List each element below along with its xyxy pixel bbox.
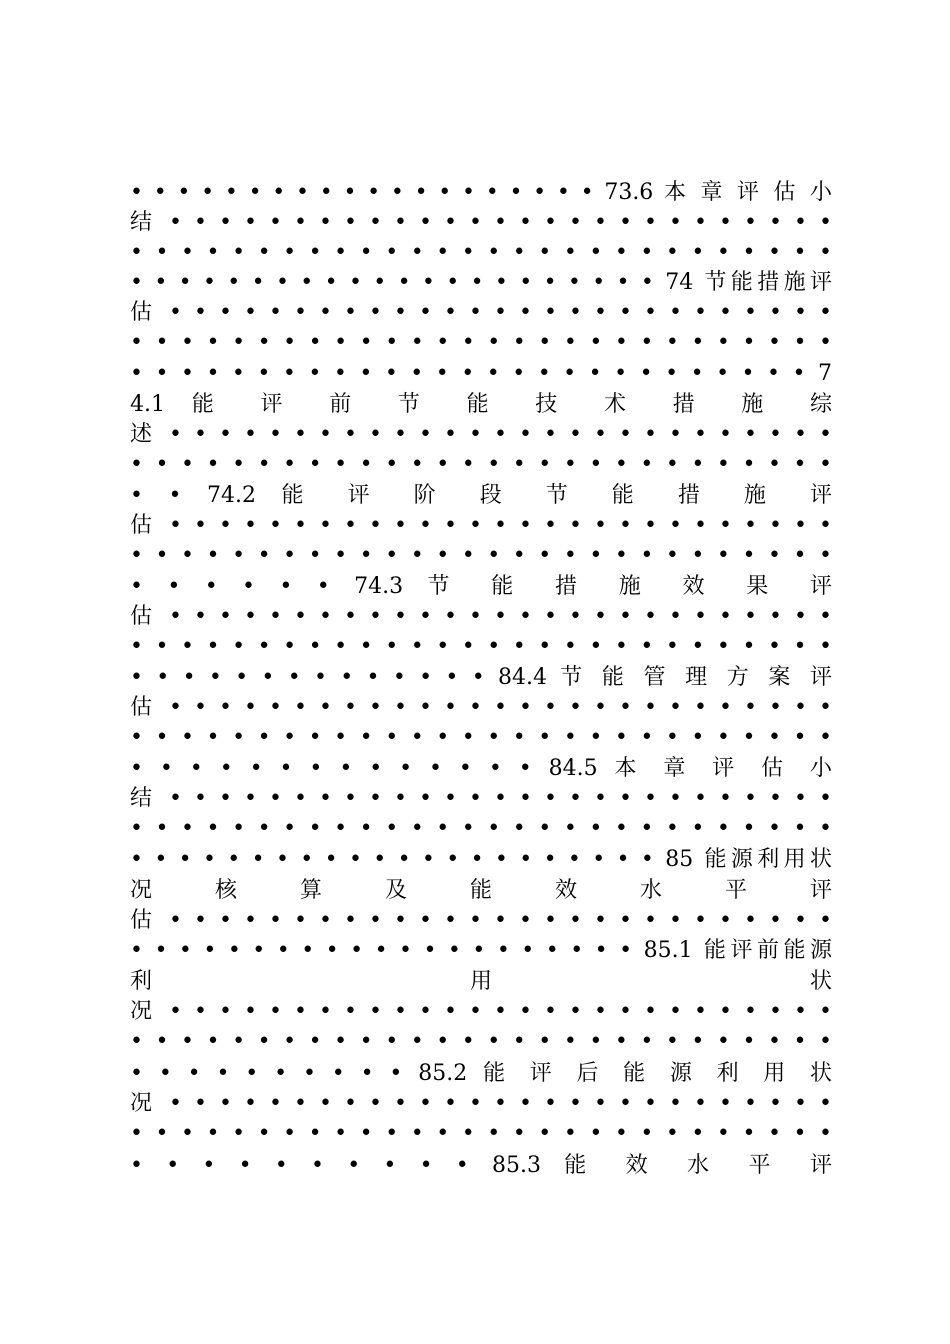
- toc-line: 结 • • • • • • • • • • • • • • • • • • • • • • • • • • •: [130, 786, 832, 811]
- toc-line: • • • • • • • • • • • • • • • • • • • • • 85.1 能评前能源: [130, 938, 832, 963]
- toc-dot-leader: • • • • • • • • • • • • • • • • • • • • • • • • • • • •: [130, 1121, 832, 1146]
- toc-line: • • • • • • • • • • 85.3 能 效 水 平 评: [130, 1153, 832, 1178]
- toc-dot-leader: • • • • • • • • • • • • • • • • • • • • • • • • • • • •: [130, 816, 832, 841]
- toc-line: 估 • • • • • • • • • • • • • • • • • • • • • • • • • • •: [130, 695, 832, 720]
- toc-line: • • • • • • • • • • • • • • • • • • • • • • • • • • • 7: [130, 361, 832, 386]
- toc-line: • • • • • • • • • • • • • • • • • • • • • • 74 节能措施评: [130, 270, 832, 295]
- toc-line: 估 • • • • • • • • • • • • • • • • • • • • • • • • • • •: [130, 908, 832, 933]
- toc-line: • • • • • • • • • • • • • • • • • • • • • • 85 能源利用状: [130, 847, 832, 872]
- toc-line: 况 • • • • • • • • • • • • • • • • • • • • • • • • • • •: [130, 999, 832, 1024]
- toc-line: 结 • • • • • • • • • • • • • • • • • • • • • • • • • • •: [130, 210, 832, 235]
- toc-line: 估 • • • • • • • • • • • • • • • • • • • • • • • • • • •: [130, 604, 832, 629]
- toc-line: • • • • • • • • • • • • • • • • • • • • 73.6 本 章 评 估 小: [130, 180, 832, 205]
- toc-dot-leader: • • • • • • • • • • • • • • • • • • • • • • • • • • • •: [130, 543, 832, 568]
- toc-dot-leader: • • • • • • • • • • • • • • • • • • • • • • • • • • • •: [130, 240, 832, 265]
- toc-dot-leader: • • • • • • • • • • • • • • • • • • • • • • • • • • • •: [130, 330, 832, 355]
- toc-dot-leader: • • • • • • • • • • • • • • • • • • • • • • • • • • • •: [130, 1029, 832, 1054]
- toc-dot-leader: • • • • • • • • • • • • • • • • • • • • • • • • • • • •: [130, 725, 832, 750]
- toc-line: 4.1 能 评 前 节 能 技 术 措 施 综: [130, 392, 832, 417]
- toc-line: • • • • • • • • • • • • • • 84.4 节 能 管 理 方 案 评: [130, 665, 832, 690]
- toc-line: 况 核 算 及 能 效 水 平 评: [130, 878, 832, 903]
- toc-line: • • 74.2 能 评 阶 段 节 能 措 施 评: [130, 483, 832, 508]
- toc-line: 估 • • • • • • • • • • • • • • • • • • • • • • • • • • •: [130, 513, 832, 538]
- toc-line: 估 • • • • • • • • • • • • • • • • • • • • • • • • • • •: [130, 300, 832, 325]
- toc-line: • • • • • • • • • • • • • • 84.5 本 章 评 估 小: [130, 756, 832, 781]
- toc-dot-leader: • • • • • • • • • • • • • • • • • • • • • • • • • • • •: [130, 452, 832, 477]
- toc-line: 利 用 状: [130, 969, 832, 994]
- toc-line: 述 • • • • • • • • • • • • • • • • • • • • • • • • • • •: [130, 422, 832, 447]
- toc-line: 况 • • • • • • • • • • • • • • • • • • • • • • • • • • •: [130, 1091, 832, 1116]
- toc-dot-leader: • • • • • • • • • • • • • • • • • • • • • • • • • • • •: [130, 634, 832, 659]
- toc-line: • • • • • • • • • • 85.2 能 评 后 能 源 利 用 状: [130, 1061, 832, 1086]
- toc-line: • • • • • • 74.3 节 能 措 施 效 果 评: [130, 574, 832, 599]
